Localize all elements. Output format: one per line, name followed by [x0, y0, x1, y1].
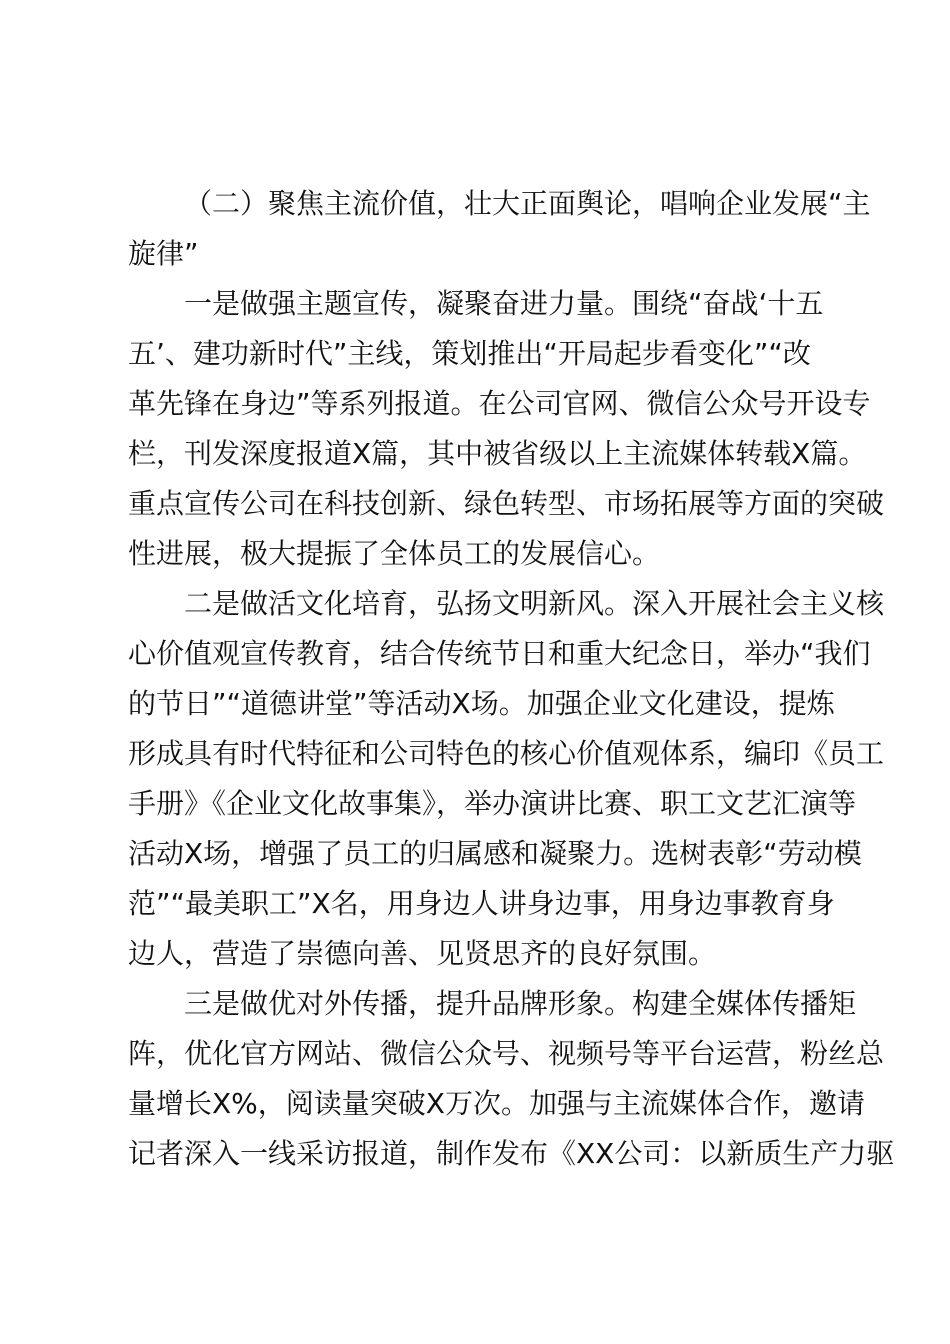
paragraph-1-line-5: 重点宣传公司在科技创新、绿色转型、市场拓展等方面的突破 [128, 487, 885, 520]
paragraph-2-line-7: 范”“最美职工”X名，用身边人讲身边事，用身边事教育身 [128, 887, 835, 920]
paragraph-2-line-6: 活动X场，增强了员工的归属感和凝聚力。选树表彰“劳动模 [128, 837, 862, 870]
paragraph-1-line-6: 性进展，极大提振了全体员工的发展信心。 [128, 537, 661, 570]
paragraph-3-line-4: 记者深入一线采访报道，制作发布《XX公司：以新质生产力驱 [128, 1137, 895, 1170]
paragraph-2-line-8: 边人，营造了崇德向善、见贤思齐的良好氛围。 [128, 937, 717, 970]
paragraph-2-line-4: 形成具有时代特征和公司特色的核心价值观体系，编印《员工 [128, 737, 885, 770]
paragraph-2-line-3: 的节日”“道德讲堂”等活动X场。加强企业文化建设，提炼 [128, 687, 835, 720]
paragraph-1-line-2: 五’、建功新时代”主线，策划推出“开局起步看变化”“改 [128, 337, 811, 370]
paragraph-2-line-5: 手册》《企业文化故事集》，举办演讲比赛、职工文艺汇演等 [128, 787, 857, 820]
section-heading-line-1: （二）聚焦主流价值，壮大正面舆论，唱响企业发展“主 [184, 187, 871, 220]
paragraph-1-line-1: 一是做强主题宣传，凝聚奋进力量。围绕“奋战‘十五 [184, 287, 824, 320]
paragraph-1-line-3: 革先锋在身边”等系列报道。在公司官网、微信公众号开设专 [128, 387, 871, 420]
paragraph-3-line-3: 量增长X%，阅读量突破X万次。加强与主流媒体合作，邀请 [128, 1087, 865, 1120]
paragraph-1-line-4: 栏，刊发深度报道X篇，其中被省级以上主流媒体转载X篇。 [128, 437, 867, 470]
paragraph-3-line-2: 阵，优化官方网站、微信公众号、视频号等平台运营，粉丝总 [128, 1037, 885, 1070]
section-heading-line-2: 旋律” [128, 237, 199, 270]
paragraph-2-line-1: 二是做活文化培育，弘扬文明新风。深入开展社会主义核 [184, 587, 885, 620]
paragraph-3-line-1: 三是做优对外传播，提升品牌形象。构建全媒体传播矩 [184, 987, 857, 1020]
paragraph-2-line-2: 心价值观宣传教育，结合传统节日和重大纪念日，举办“我们 [128, 637, 871, 670]
